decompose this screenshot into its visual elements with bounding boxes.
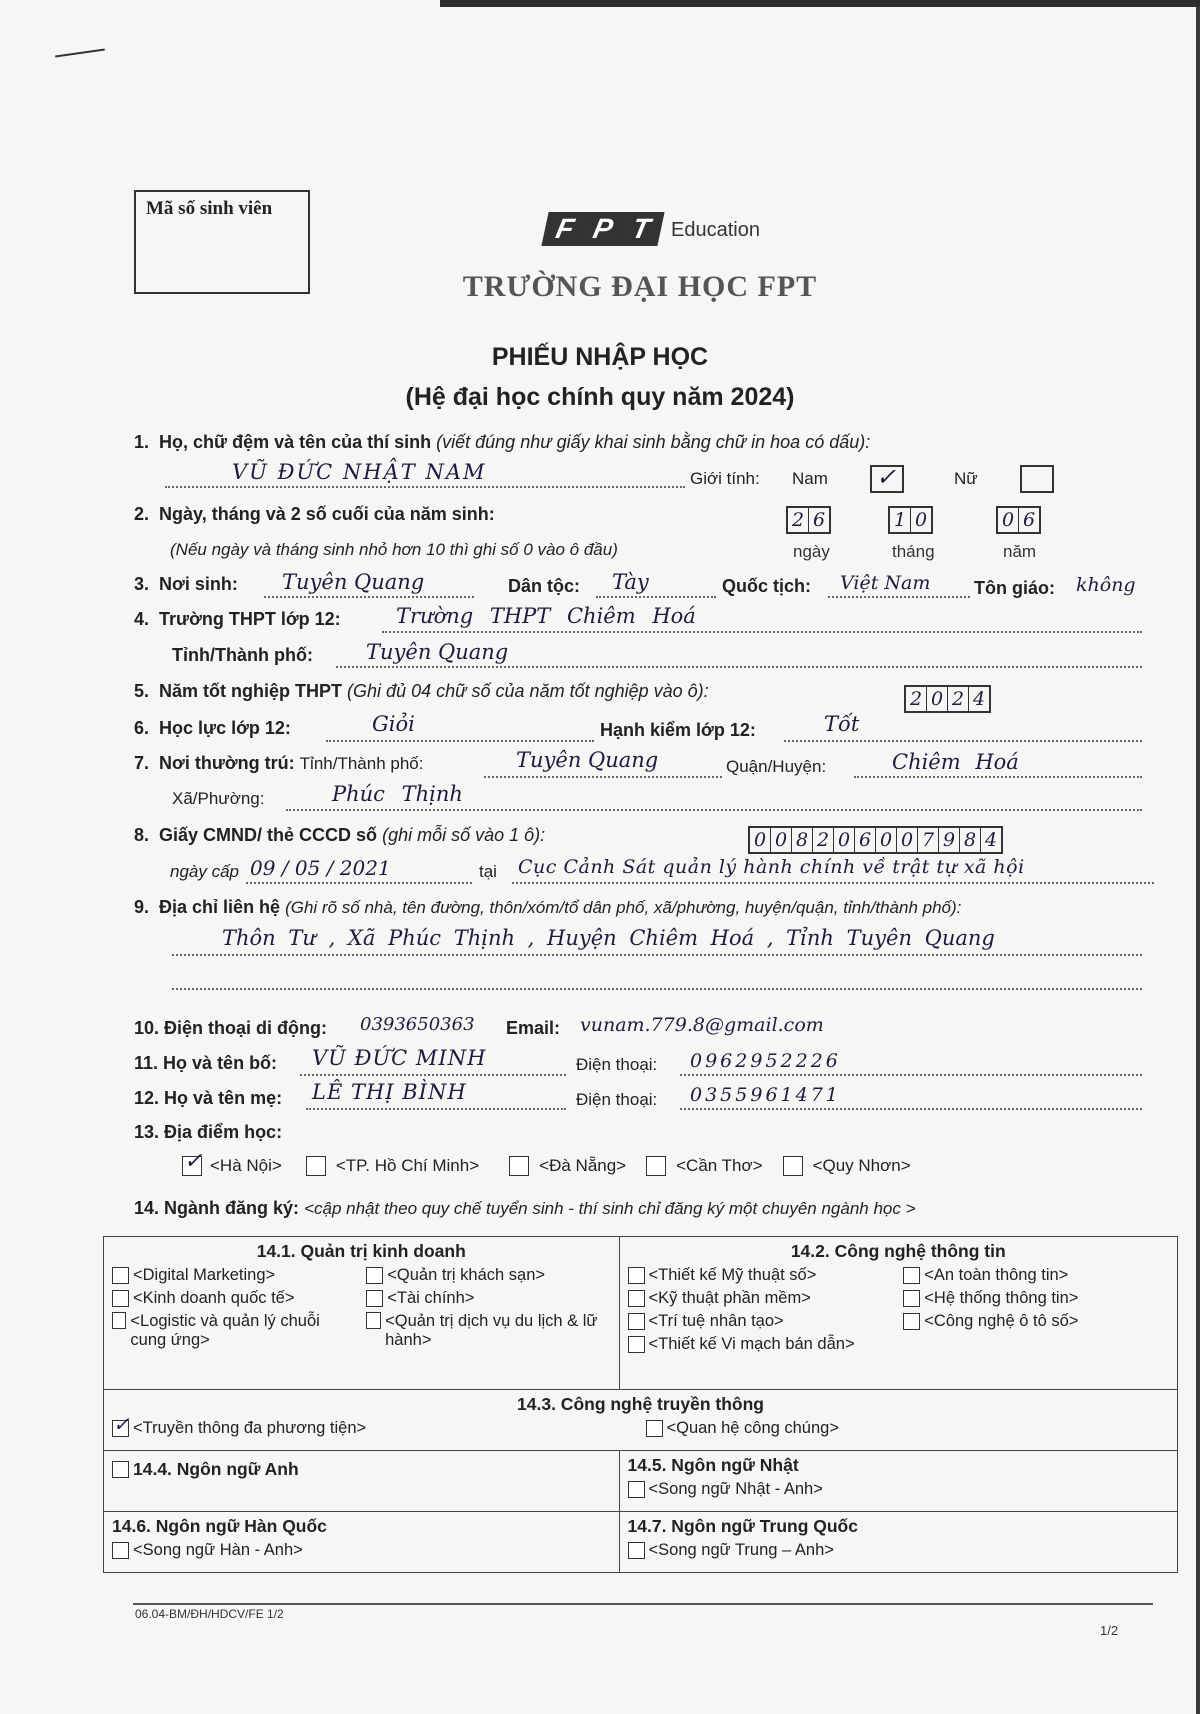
major-label: <Song ngữ Trung – Anh> [648, 1541, 834, 1559]
email-label: Email: [506, 1018, 561, 1038]
academic-grade-field[interactable]: Giỏi [372, 712, 415, 736]
major-checkbox[interactable] [628, 1290, 645, 1307]
birth-day-digit: 6 [812, 509, 826, 531]
q4-province-label: Tỉnh/Thành phố: [172, 645, 313, 665]
major-checkbox[interactable] [112, 1312, 126, 1329]
conduct-field[interactable]: Tốt [824, 712, 860, 736]
scan-edge-shadow [440, 0, 1200, 7]
location-check-mark: ✓ [184, 1149, 203, 1174]
id-digit: 2 [813, 828, 834, 852]
major-option[interactable] [112, 1312, 356, 1350]
nationality-label: Quốc tịch: [722, 576, 811, 596]
month-caption: tháng [892, 542, 935, 561]
major-option[interactable] [112, 1266, 356, 1285]
location-label: <Đà Nẵng> [539, 1156, 627, 1175]
birth-month-box[interactable] [888, 506, 933, 534]
q9-num: 9. [134, 897, 150, 917]
major-option[interactable] [628, 1335, 894, 1354]
q10-num: 10. [134, 1018, 160, 1038]
major-checkbox[interactable] [112, 1412, 130, 1437]
mobile-phone-field[interactable]: 0393650363 [360, 1014, 475, 1035]
ward-field[interactable]: Phúc Thịnh [332, 782, 463, 806]
issue-place-field[interactable]: Cục Cảnh Sát quản lý hành chính về trật tự xã hội [518, 856, 1025, 878]
major-label: <Trí tuệ nhân tạo> [648, 1312, 784, 1330]
nationality-field[interactable]: Việt Nam [840, 572, 931, 594]
id-digit: 8 [960, 828, 981, 852]
ethnic-field[interactable]: Tày [612, 570, 649, 594]
q2-hint: (Nếu ngày và tháng sinh nhỏ hơn 10 thì ghi số 0 vào ô đầu) [170, 540, 618, 559]
female-label: Nữ [954, 469, 978, 488]
major-option[interactable] [903, 1289, 1169, 1308]
major-option[interactable] [628, 1289, 894, 1308]
school-name: TRƯỜNG ĐẠI HỌC FPT [462, 270, 818, 303]
id-digit: 6 [855, 828, 876, 852]
q5-label: Năm tốt nghiệp THPT [159, 681, 343, 701]
group-title: 14.5. Ngôn ngữ Nhật [627, 1455, 799, 1475]
major-checkbox[interactable] [112, 1290, 129, 1307]
major-checkbox[interactable] [628, 1313, 645, 1330]
birth-year-digit: 6 [1022, 509, 1036, 531]
q7-num: 7. [134, 753, 150, 773]
birth-month-digit: 1 [890, 508, 911, 532]
q8-label: Giấy CMND/ thẻ CCCD số [159, 825, 378, 845]
form-subtitle: (Hệ đại học chính quy năm 2024) [405, 383, 795, 411]
study-location-options [182, 1149, 911, 1176]
major-label: <Thiết kế Mỹ thuật số> [648, 1266, 817, 1284]
birth-day-digit: 2 [788, 508, 809, 532]
major-checkbox[interactable] [903, 1313, 920, 1330]
major-label: <Song ngữ Nhật - Anh> [648, 1480, 823, 1498]
q3-line-1 [264, 596, 474, 598]
email-field[interactable]: vunam.779.8@gmail.com [580, 1014, 824, 1036]
q4-heading [134, 609, 341, 630]
q6-heading [134, 718, 291, 739]
major-label: <Quan hệ công chúng> [666, 1419, 839, 1437]
q4-num: 4. [134, 609, 150, 629]
grad-year-digit: 2 [906, 687, 927, 711]
location-label: <Hà Nội> [210, 1156, 282, 1175]
q3-label: Nơi sinh: [159, 574, 238, 594]
q8-date-line [246, 882, 472, 884]
q13-heading [134, 1122, 282, 1143]
mother-phone-field[interactable]: 0355961471 [690, 1084, 841, 1106]
q11-heading [134, 1053, 277, 1074]
religion-field[interactable]: không [1076, 574, 1136, 596]
residence-province-field[interactable]: Tuyên Quang [516, 748, 659, 772]
q10-heading [134, 1018, 327, 1039]
q5-num: 5. [134, 681, 150, 701]
day-caption: ngày [793, 542, 830, 561]
q6-line-2 [784, 740, 1142, 742]
major-label: <Logistic và quản lý chuỗi cung ứng> [130, 1312, 320, 1349]
q7-line-2 [854, 776, 1142, 778]
major-checkbox[interactable] [628, 1267, 645, 1284]
major-label: <Quản trị dịch vụ du lịch & lữ hành> [385, 1312, 598, 1349]
location-checkbox[interactable] [306, 1156, 326, 1176]
major-label: <Truyền thông đa phương tiện> [133, 1419, 367, 1437]
q6-label: Học lực lớp 12: [159, 718, 291, 738]
q6-num: 6. [134, 718, 150, 738]
major-checkbox[interactable] [903, 1290, 920, 1307]
q3-birthplace-label [134, 574, 238, 595]
id-digit: 0 [771, 828, 792, 852]
id-digit: 7 [918, 828, 939, 852]
major-label: <Song ngữ Hàn - Anh> [133, 1541, 303, 1559]
major-label: <Kinh doanh quốc tế> [133, 1289, 295, 1307]
q7-province-label: Tỉnh/Thành phố: [299, 754, 424, 773]
major-label: <Kỹ thuật phần mềm> [648, 1289, 811, 1307]
location-checkbox[interactable] [509, 1156, 529, 1176]
q7-ward-line [286, 809, 1142, 811]
full-name-field[interactable]: VŨ ĐỨC NHẬT NAM [232, 460, 487, 484]
religion-label: Tôn giáo: [974, 578, 1055, 598]
major-table [103, 1236, 1178, 1573]
q3-num: 3. [134, 574, 150, 594]
major-checkbox[interactable] [366, 1290, 383, 1307]
student-id-box[interactable] [134, 190, 310, 294]
major-label: <Hệ thống thông tin> [924, 1289, 1079, 1307]
q1-num: 1. [134, 432, 150, 452]
q9-heading [134, 897, 961, 918]
form-title: PHIẾU NHẬP HỌC [491, 343, 709, 371]
birth-year-digit: 0 [998, 508, 1019, 532]
q4-province-line [336, 666, 1142, 668]
q9-line-1 [172, 954, 1142, 956]
male-label: Nam [792, 469, 828, 488]
major-checkbox[interactable] [628, 1481, 645, 1498]
q1-label: Họ, chữ đệm và tên của thí sinh [159, 432, 432, 452]
q2-label: Ngày, tháng và 2 số cuối của năm sinh: [159, 504, 495, 524]
major-checkbox[interactable] [112, 1542, 129, 1559]
q8-num: 8. [134, 825, 150, 845]
major-group-japanese [619, 1451, 1177, 1512]
q9-line-2 [172, 988, 1142, 990]
major-group-korean [104, 1512, 620, 1573]
major-option[interactable] [112, 1541, 611, 1560]
major-label: <Thiết kế Vi mạch bán dẫn> [648, 1335, 855, 1353]
major-group-media [104, 1390, 1178, 1451]
major-option[interactable] [366, 1266, 610, 1285]
page-number: 1/2 [1100, 1623, 1119, 1638]
major-option[interactable] [903, 1266, 1169, 1285]
q13-label: Địa điểm học: [164, 1122, 283, 1142]
q2-heading [134, 504, 495, 525]
grad-year-digit: 0 [927, 687, 948, 711]
district-field[interactable]: Chiêm Hoá [892, 750, 1019, 774]
ward-label: Xã/Phường: [172, 789, 265, 808]
grad-year-digit: 4 [972, 688, 986, 710]
logo-sub: Education [671, 219, 760, 241]
major-option[interactable] [366, 1312, 610, 1350]
location-label: <Cần Thơ> [676, 1156, 763, 1175]
issue-place-label: tại [479, 862, 497, 881]
q5-hint: (Ghi đủ 04 chữ số của năm tốt nghiệp vào ô): [347, 681, 709, 701]
graduation-year-box[interactable] [904, 685, 991, 713]
q8-place-line [512, 882, 1154, 884]
major-check-mark: ✓ [113, 1412, 130, 1436]
q14-hint: <cập nhật theo quy chế tuyển sinh - thí sinh chỉ đăng ký một chuyên ngành học > [304, 1199, 916, 1218]
q7-heading [134, 753, 423, 774]
id-digit: 4 [984, 829, 998, 851]
group-title: 14.2. Công nghệ thông tin [790, 1241, 1006, 1261]
q14-num: 14. [134, 1198, 160, 1218]
mother-phone-label: Điện thoại: [576, 1090, 658, 1109]
ethnic-label: Dân tộc: [508, 576, 580, 596]
male-checkbox[interactable] [870, 465, 904, 493]
location-checkbox[interactable] [182, 1149, 203, 1176]
major-option[interactable] [628, 1312, 894, 1331]
group-title: 14.4. Ngôn ngữ Anh [133, 1459, 299, 1479]
q4-line [382, 631, 1142, 633]
location-label: <TP. Hồ Chí Minh> [335, 1156, 480, 1175]
id-digit: 0 [897, 828, 918, 852]
q12-line-2 [680, 1108, 1142, 1110]
issue-date-label: ngày cấp [170, 862, 239, 881]
major-group-business [104, 1237, 620, 1390]
q11-num: 11. [134, 1053, 159, 1073]
high-school-field[interactable]: Trường THPT Chiêm Hoá [396, 604, 696, 628]
q7-line-1 [484, 776, 722, 778]
major-label: <Công nghệ ô tô số> [924, 1312, 1079, 1330]
q12-line-1 [306, 1108, 566, 1110]
high-school-province-field[interactable]: Tuyên Quang [366, 640, 509, 664]
major-label: <Tài chính> [387, 1289, 475, 1307]
id-digit: 0 [750, 828, 771, 852]
q1-hint: (viết đúng như giấy khai sinh bằng chữ in hoa có dấu): [436, 432, 871, 452]
female-checkbox[interactable] [1020, 465, 1054, 493]
location-checkbox[interactable] [783, 1156, 803, 1176]
major-option[interactable] [646, 1419, 1170, 1438]
major-label: <An toàn thông tin> [924, 1266, 1069, 1284]
location-label: <Quy Nhơn> [812, 1156, 911, 1175]
grad-year-digit: 2 [948, 687, 969, 711]
q2-num: 2. [134, 504, 150, 524]
q12-label: Họ và tên mẹ: [164, 1088, 283, 1108]
conduct-label: Hạnh kiểm lớp 12: [600, 720, 756, 740]
q14-heading [134, 1198, 916, 1219]
major-option[interactable] [628, 1266, 894, 1285]
district-label: Quận/Huyện: [726, 757, 827, 776]
q1-line [165, 486, 685, 488]
major-label: <Digital Marketing> [133, 1266, 276, 1284]
q3-line-3 [828, 596, 970, 598]
id-digit: 0 [876, 828, 897, 852]
q9-hint: (Ghi rõ số nhà, tên đường, thôn/xóm/tổ dân phố, xã/phường, huyện/quận, tỉnh/thành phố): [285, 898, 962, 917]
q5-heading [134, 681, 709, 702]
location-checkbox[interactable] [646, 1156, 666, 1176]
birth-day-box[interactable] [786, 506, 831, 534]
major-checkbox[interactable] [903, 1267, 920, 1284]
q8-heading [134, 825, 545, 846]
major-checkbox[interactable] [366, 1267, 383, 1284]
group-title: 14.1. Quản trị kinh doanh [256, 1241, 466, 1261]
major-checkbox[interactable] [646, 1420, 663, 1437]
id-digit: 0 [834, 828, 855, 852]
major-group-it [619, 1237, 1177, 1390]
major-option[interactable] [628, 1480, 1169, 1499]
form-code: 06.04-BM/ĐH/HDCV/FE 1/2 [135, 1607, 284, 1621]
fpt-logo: F P T Education [545, 208, 760, 246]
q11-line-2 [680, 1074, 1142, 1076]
father-phone-label: Điện thoại: [576, 1055, 658, 1074]
q7-label: Nơi thường trú: [159, 753, 295, 773]
pen-mark [55, 49, 105, 58]
major-option[interactable] [112, 1412, 636, 1438]
q14-label: Ngành đăng ký: [164, 1198, 300, 1218]
q9-label: Địa chỉ liên hệ [159, 897, 281, 917]
major-checkbox[interactable] [112, 1267, 129, 1284]
male-check-mark: ✓ [876, 463, 897, 491]
major-group-chinese [619, 1512, 1177, 1573]
group-title: 14.6. Ngôn ngữ Hàn Quốc [112, 1516, 327, 1536]
year-caption: năm [1003, 542, 1037, 561]
footer-rule [133, 1603, 1153, 1605]
major-option[interactable] [112, 1459, 611, 1480]
father-phone-field[interactable]: 0962952226 [690, 1050, 841, 1072]
q11-line-1 [300, 1074, 566, 1076]
birthplace-field[interactable]: Tuyên Quang [282, 570, 425, 594]
issue-date-field[interactable]: 09 / 05 / 2021 [250, 856, 391, 880]
student-id-label: Mã số sinh viên [146, 198, 273, 219]
major-checkbox[interactable] [628, 1542, 645, 1559]
q1-heading [134, 432, 870, 453]
major-option[interactable] [628, 1541, 1169, 1560]
major-option[interactable] [903, 1312, 1169, 1331]
id-number-box[interactable] [748, 826, 1003, 854]
id-digit: 9 [939, 828, 960, 852]
father-name-field[interactable]: VŨ ĐỨC MINH [312, 1046, 487, 1070]
q11-label: Họ và tên bố: [163, 1053, 278, 1073]
q10-label: Điện thoại di động: [164, 1018, 328, 1038]
q4-label: Trường THPT lớp 12: [159, 609, 341, 629]
major-group-english [104, 1451, 620, 1512]
major-checkbox[interactable] [366, 1312, 381, 1329]
contact-address-field[interactable]: Thôn Tư , Xã Phúc Thịnh , Huyện Chiêm Hoá , Tỉnh Tuyên Quang [222, 926, 995, 950]
q6-line-1 [326, 740, 594, 742]
birth-year-box[interactable] [996, 506, 1041, 534]
q8-hint: (ghi mỗi số vào 1 ô): [382, 825, 546, 845]
id-digit: 8 [792, 828, 813, 852]
major-label: <Quản trị khách sạn> [387, 1266, 546, 1284]
mother-name-field[interactable]: LÊ THỊ BÌNH [312, 1080, 467, 1104]
major-option[interactable] [112, 1289, 356, 1308]
gender-label: Giới tính: [690, 469, 760, 488]
major-checkbox[interactable] [112, 1461, 129, 1478]
q12-num: 12. [134, 1088, 160, 1108]
birth-month-digit: 0 [914, 509, 928, 531]
major-option[interactable] [366, 1289, 610, 1308]
group-title: 14.3. Công nghệ truyền thông [517, 1394, 764, 1414]
q12-heading [134, 1088, 282, 1109]
group-title: 14.7. Ngôn ngữ Trung Quốc [627, 1516, 858, 1536]
q13-num: 13. [134, 1122, 160, 1142]
major-checkbox[interactable] [628, 1336, 645, 1353]
q3-line-2 [596, 596, 716, 598]
